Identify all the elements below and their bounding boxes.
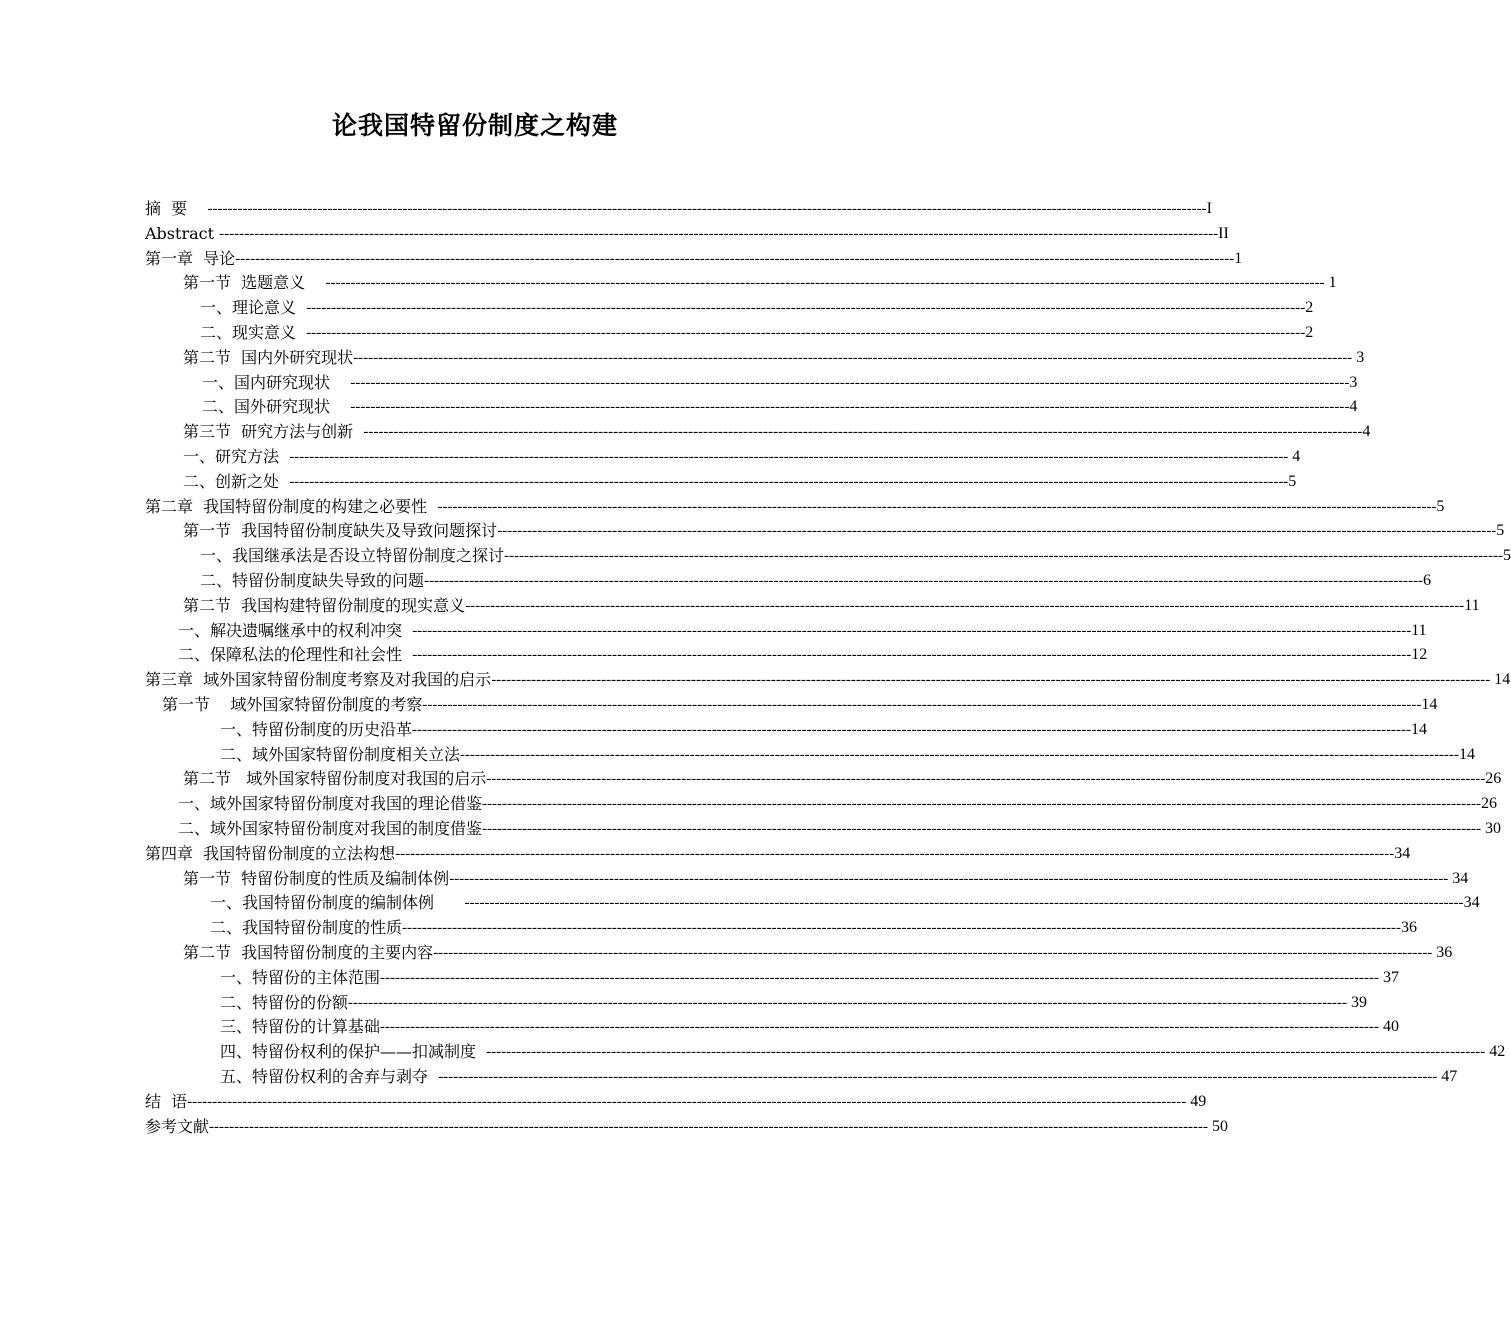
toc-entry-label: 二、域外国家特留份制度相关立法 xyxy=(220,744,461,764)
toc-entry-label: 第二节 国内外研究现状 xyxy=(183,347,354,367)
toc-leader-dashes: -------------------------------------------------------------------------------------------------------------------------------------------------------------------------------------------------------- xyxy=(464,895,1464,912)
toc-leader-dashes: -------------------------------------------------------------------------------------------------------------------------------------------------------------------------------------------------------- xyxy=(486,1044,1486,1061)
toc-entry-page-number: 6 xyxy=(1423,572,1432,589)
toc-entry[interactable] xyxy=(178,817,1502,841)
toc-leader-dashes: -------------------------------------------------------------------------------------------------------------------------------------------------------------------------------------------------------- xyxy=(491,672,1491,689)
toc-entry-label: 一、我国继承法是否设立特留份制度之探讨 xyxy=(200,546,505,566)
toc-entry[interactable] xyxy=(220,1015,1400,1039)
toc-entry[interactable] xyxy=(162,693,1438,717)
toc-entry-label: 二、现实意义 xyxy=(200,323,307,342)
toc-leader-dashes: -------------------------------------------------------------------------------------------------------------------------------------------------------------------------------------------------------- xyxy=(395,845,1395,862)
toc-entry-page-number: II xyxy=(1218,224,1229,242)
toc-entry[interactable] xyxy=(183,594,1480,618)
toc-entry-label: 第二节 我国特留份制度的主要内容 xyxy=(183,943,434,962)
toc-leader-dashes: -------------------------------------------------------------------------------------------------------------------------------------------------------------------------------------------------------- xyxy=(504,548,1504,565)
toc-entry[interactable] xyxy=(200,569,1432,593)
toc-leader-dashes: -------------------------------------------------------------------------------------------------------------------------------------------------------------------------------------------------------- xyxy=(235,250,1235,267)
toc-entry[interactable] xyxy=(202,371,1358,395)
toc-leader-dashes: -------------------------------------------------------------------------------------------------------------------------------------------------------------------------------------------------------- xyxy=(482,796,1482,813)
toc-entry-page-number: 14 xyxy=(1459,745,1476,763)
toc-leader-dashes: -------------------------------------------------------------------------------------------------------------------------------------------------------------------------------------------------------- xyxy=(207,201,1207,217)
toc-entry-label: 四、特留份权利的保护——扣减制度 xyxy=(220,1042,487,1062)
toc-entry-label: 一、特留份的主体范围 xyxy=(220,967,381,987)
toc-entry-page-number: 3 xyxy=(1349,373,1358,391)
toc-leader-dashes: -------------------------------------------------------------------------------------------------------------------------------------------------------------------------------------------------------- xyxy=(353,349,1353,366)
toc-entry-page-number: 47 xyxy=(1437,1068,1458,1085)
toc-leader-dashes: -------------------------------------------------------------------------------------------------------------------------------------------------------------------------------------------------------- xyxy=(350,374,1350,391)
toc-entry[interactable] xyxy=(145,1115,1229,1139)
toc-leader-dashes: -------------------------------------------------------------------------------------------------------------------------------------------------------------------------------------------------------- xyxy=(306,300,1306,317)
toc-entry-page-number: 1 xyxy=(1324,274,1337,292)
toc-entry-page-number: 4 xyxy=(1349,398,1358,416)
toc-entry[interactable] xyxy=(210,916,1418,940)
toc-entry-label: 第二节 我国构建特留份制度的现实意义 xyxy=(183,595,466,615)
toc-leader-dashes: -------------------------------------------------------------------------------------------------------------------------------------------------------------------------------------------------------- xyxy=(187,1093,1187,1110)
document-title: 论我国特留份制度之构建 xyxy=(331,111,618,140)
toc-entry[interactable] xyxy=(145,842,1411,866)
toc-leader-dashes: -------------------------------------------------------------------------------------------------------------------------------------------------------------------------------------------------------- xyxy=(350,399,1350,416)
toc-entry-label: 摘 要 xyxy=(145,199,208,218)
toc-leader-dashes: -------------------------------------------------------------------------------------------------------------------------------------------------------------------------------------------------------- xyxy=(412,622,1412,639)
toc-entry-label: 第一节 选题意义 xyxy=(183,273,326,293)
toc-entry-label: 结 语 xyxy=(145,1091,188,1111)
toc-entry[interactable] xyxy=(183,271,1337,295)
toc-entry-label: 二、创新之处 xyxy=(183,471,290,491)
toc-entry-page-number: 42 xyxy=(1485,1043,1506,1061)
toc-leader-dashes: -------------------------------------------------------------------------------------------------------------------------------------------------------------------------------------------------------- xyxy=(424,573,1424,589)
toc-entry[interactable] xyxy=(178,643,1428,667)
toc-entry[interactable] xyxy=(202,395,1358,419)
toc-leader-dashes: -------------------------------------------------------------------------------------------------------------------------------------------------------------------------------------------------------- xyxy=(380,969,1380,986)
toc-leader-dashes: -------------------------------------------------------------------------------------------------------------------------------------------------------------------------------------------------------- xyxy=(433,945,1433,961)
toc-entry-page-number: 34 xyxy=(1463,894,1480,912)
toc-entry-label: 一、域外国家特留份制度对我国的理论借鉴 xyxy=(178,794,483,814)
toc-leader-dashes: -------------------------------------------------------------------------------------------------------------------------------------------------------------------------------------------------------- xyxy=(437,498,1437,515)
toc-entry[interactable] xyxy=(178,792,1498,816)
toc-entry-label: 第四章 我国特留份制度的立法构想 xyxy=(145,843,396,863)
toc-leader-dashes: -------------------------------------------------------------------------------------------------------------------------------------------------------------------------------------------------------- xyxy=(486,771,1486,788)
toc-entry-page-number: 5 xyxy=(1288,472,1297,490)
toc-leader-dashes: -------------------------------------------------------------------------------------------------------------------------------------------------------------------------------------------------------- xyxy=(460,746,1460,763)
toc-leader-dashes: -------------------------------------------------------------------------------------------------------------------------------------------------------------------------------------------------------- xyxy=(348,994,1348,1011)
toc-entry-label: 三、特留份的计算基础 xyxy=(220,1017,381,1037)
toc-entry[interactable] xyxy=(200,321,1314,345)
toc-entry[interactable] xyxy=(183,519,1505,543)
toc-entry-label: 一、理论意义 xyxy=(200,298,307,318)
toc-entry-page-number: 3 xyxy=(1352,348,1365,366)
toc-leader-dashes: -------------------------------------------------------------------------------------------------------------------------------------------------------------------------------------------------------- xyxy=(412,647,1412,664)
toc-entry[interactable] xyxy=(178,619,1427,643)
toc-entry-label: 一、解决遗嘱继承中的权利冲突 xyxy=(178,620,413,640)
toc-entry-page-number: 5 xyxy=(1496,522,1505,540)
toc-entry[interactable] xyxy=(145,222,1229,246)
toc-entry-page-number: 4 xyxy=(1362,423,1371,441)
toc-entry-label: 第一章 导论 xyxy=(145,248,236,268)
toc-entry[interactable] xyxy=(183,346,1365,370)
toc-entry-page-number: 2 xyxy=(1305,324,1314,341)
toc-entry-page-number: 14 xyxy=(1421,696,1438,713)
toc-leader-dashes: -------------------------------------------------------------------------------------------------------------------------------------------------------------------------------------------------------- xyxy=(438,1069,1438,1085)
toc-entry-page-number: 49 xyxy=(1186,1092,1207,1110)
toc-leader-dashes: -------------------------------------------------------------------------------------------------------------------------------------------------------------------------------------------------------- xyxy=(465,597,1465,614)
toc-entry-label: 第二节 域外国家特留份制度对我国的启示 xyxy=(183,769,487,789)
toc-entry-page-number: 34 xyxy=(1448,869,1469,887)
toc-entry-label: 一、我国特留份制度的编制体例 xyxy=(210,893,465,913)
toc-leader-dashes: -------------------------------------------------------------------------------------------------------------------------------------------------------------------------------------------------------- xyxy=(363,424,1363,441)
toc-entry-page-number: 1 xyxy=(1234,249,1243,267)
toc-entry-page-number: 40 xyxy=(1379,1018,1400,1036)
toc-entry-label: 二、特留份制度缺失导致的问题 xyxy=(200,571,425,590)
toc-entry-page-number: 39 xyxy=(1347,993,1368,1011)
toc-entry-page-number: 14 xyxy=(1490,671,1511,689)
toc-entry-label: 二、保障私法的伦理性和社会性 xyxy=(178,645,413,665)
toc-entry-label: 二、我国特留份制度的性质 xyxy=(210,918,403,938)
toc-entry-label: 第一节 我国特留份制度缺失及导致问题探讨 xyxy=(183,521,498,541)
toc-entry-page-number: 5 xyxy=(1503,547,1511,565)
toc-entry[interactable] xyxy=(145,1090,1207,1114)
toc-entry-label: 第一节 域外国家特留份制度的考察 xyxy=(162,695,423,714)
toc-entry[interactable] xyxy=(200,296,1314,320)
toc-leader-dashes: -------------------------------------------------------------------------------------------------------------------------------------------------------------------------------------------------------- xyxy=(219,225,1219,242)
toc-entry[interactable] xyxy=(145,247,1243,271)
toc-entry-page-number: I xyxy=(1206,200,1212,217)
toc-entry-label: 参考文献 xyxy=(145,1116,210,1136)
toc-leader-dashes: -------------------------------------------------------------------------------------------------------------------------------------------------------------------------------------------------------- xyxy=(497,523,1497,540)
toc-entry-page-number: 5 xyxy=(1436,497,1445,515)
toc-leader-dashes: -------------------------------------------------------------------------------------------------------------------------------------------------------------------------------------------------------- xyxy=(325,275,1325,292)
toc-entry-label: 五、特留份权利的舍弃与剥夺 xyxy=(220,1067,439,1086)
toc-entry[interactable] xyxy=(220,1040,1506,1064)
toc-leader-dashes: -------------------------------------------------------------------------------------------------------------------------------------------------------------------------------------------------------- xyxy=(422,697,1422,713)
toc-entry-page-number: 12 xyxy=(1411,646,1428,664)
toc-entry-page-number: 37 xyxy=(1379,968,1400,986)
toc-entry-page-number: 26 xyxy=(1481,795,1498,813)
toc-entry-label: 第一节 特留份制度的性质及编制体例 xyxy=(183,868,450,888)
toc-entry[interactable] xyxy=(145,668,1511,692)
toc-entry-page-number: 50 xyxy=(1208,1117,1229,1135)
toc-leader-dashes: -------------------------------------------------------------------------------------------------------------------------------------------------------------------------------------------------------- xyxy=(209,1118,1209,1135)
toc-entry-label: 第二章 我国特留份制度的构建之必要性 xyxy=(145,496,438,516)
toc-entry-page-number: 26 xyxy=(1485,770,1502,788)
toc-entry-label: 二、域外国家特留份制度对我国的制度借鉴 xyxy=(178,819,483,838)
toc-entry[interactable] xyxy=(220,1065,1458,1089)
toc-entry[interactable] xyxy=(220,718,1428,742)
toc-entry-label: 一、特留份制度的历史沿革 xyxy=(220,719,413,739)
toc-entry-page-number: 11 xyxy=(1411,621,1427,639)
toc-entry[interactable] xyxy=(210,891,1480,915)
toc-entry-label: 第三章 域外国家特留份制度考察及对我国的启示 xyxy=(145,670,492,690)
toc-entry[interactable] xyxy=(183,470,1297,494)
toc-entry-page-number: 4 xyxy=(1288,448,1301,465)
toc-entry[interactable] xyxy=(145,495,1445,519)
toc-leader-dashes: -------------------------------------------------------------------------------------------------------------------------------------------------------------------------------------------------------- xyxy=(380,1019,1380,1036)
toc-entry-page-number: 2 xyxy=(1305,299,1314,317)
toc-entry[interactable] xyxy=(183,767,1502,791)
toc-entry-label: 一、研究方法 xyxy=(183,447,290,466)
toc-leader-dashes: -------------------------------------------------------------------------------------------------------------------------------------------------------------------------------------------------------- xyxy=(289,449,1289,465)
toc-entry-label: Abstract xyxy=(145,223,220,243)
toc-entry-page-number: 11 xyxy=(1464,596,1480,614)
toc-entry-label: 第三节 研究方法与创新 xyxy=(183,422,364,442)
toc-leader-dashes: -------------------------------------------------------------------------------------------------------------------------------------------------------------------------------------------------------- xyxy=(412,721,1412,738)
toc-entry-page-number: 30 xyxy=(1481,820,1502,837)
toc-entry-page-number: 34 xyxy=(1394,844,1411,862)
toc-entry[interactable] xyxy=(220,966,1400,990)
toc-entry-label: 二、国外研究现状 xyxy=(202,397,351,417)
toc-entry-label: 一、国内研究现状 xyxy=(202,372,351,392)
toc-entry-label: 二、特留份的份额 xyxy=(220,992,349,1012)
toc-entry[interactable] xyxy=(220,991,1368,1015)
toc-entry-page-number: 36 xyxy=(1432,944,1453,961)
toc-entry[interactable] xyxy=(220,743,1476,767)
toc-entry[interactable] xyxy=(183,867,1469,891)
toc-entry[interactable] xyxy=(183,941,1453,965)
toc-entry[interactable] xyxy=(200,544,1511,568)
toc-leader-dashes: -------------------------------------------------------------------------------------------------------------------------------------------------------------------------------------------------------- xyxy=(482,821,1482,837)
toc-entry-page-number: 36 xyxy=(1401,919,1418,937)
toc-entry[interactable] xyxy=(183,445,1301,469)
toc-leader-dashes: -------------------------------------------------------------------------------------------------------------------------------------------------------------------------------------------------------- xyxy=(402,920,1402,937)
toc-entry-page-number: 14 xyxy=(1411,720,1428,738)
toc-leader-dashes: -------------------------------------------------------------------------------------------------------------------------------------------------------------------------------------------------------- xyxy=(449,870,1449,887)
toc-leader-dashes: -------------------------------------------------------------------------------------------------------------------------------------------------------------------------------------------------------- xyxy=(306,325,1306,341)
toc-entry[interactable] xyxy=(145,197,1212,221)
toc-leader-dashes: -------------------------------------------------------------------------------------------------------------------------------------------------------------------------------------------------------- xyxy=(289,473,1289,490)
toc-entry[interactable] xyxy=(183,420,1371,444)
